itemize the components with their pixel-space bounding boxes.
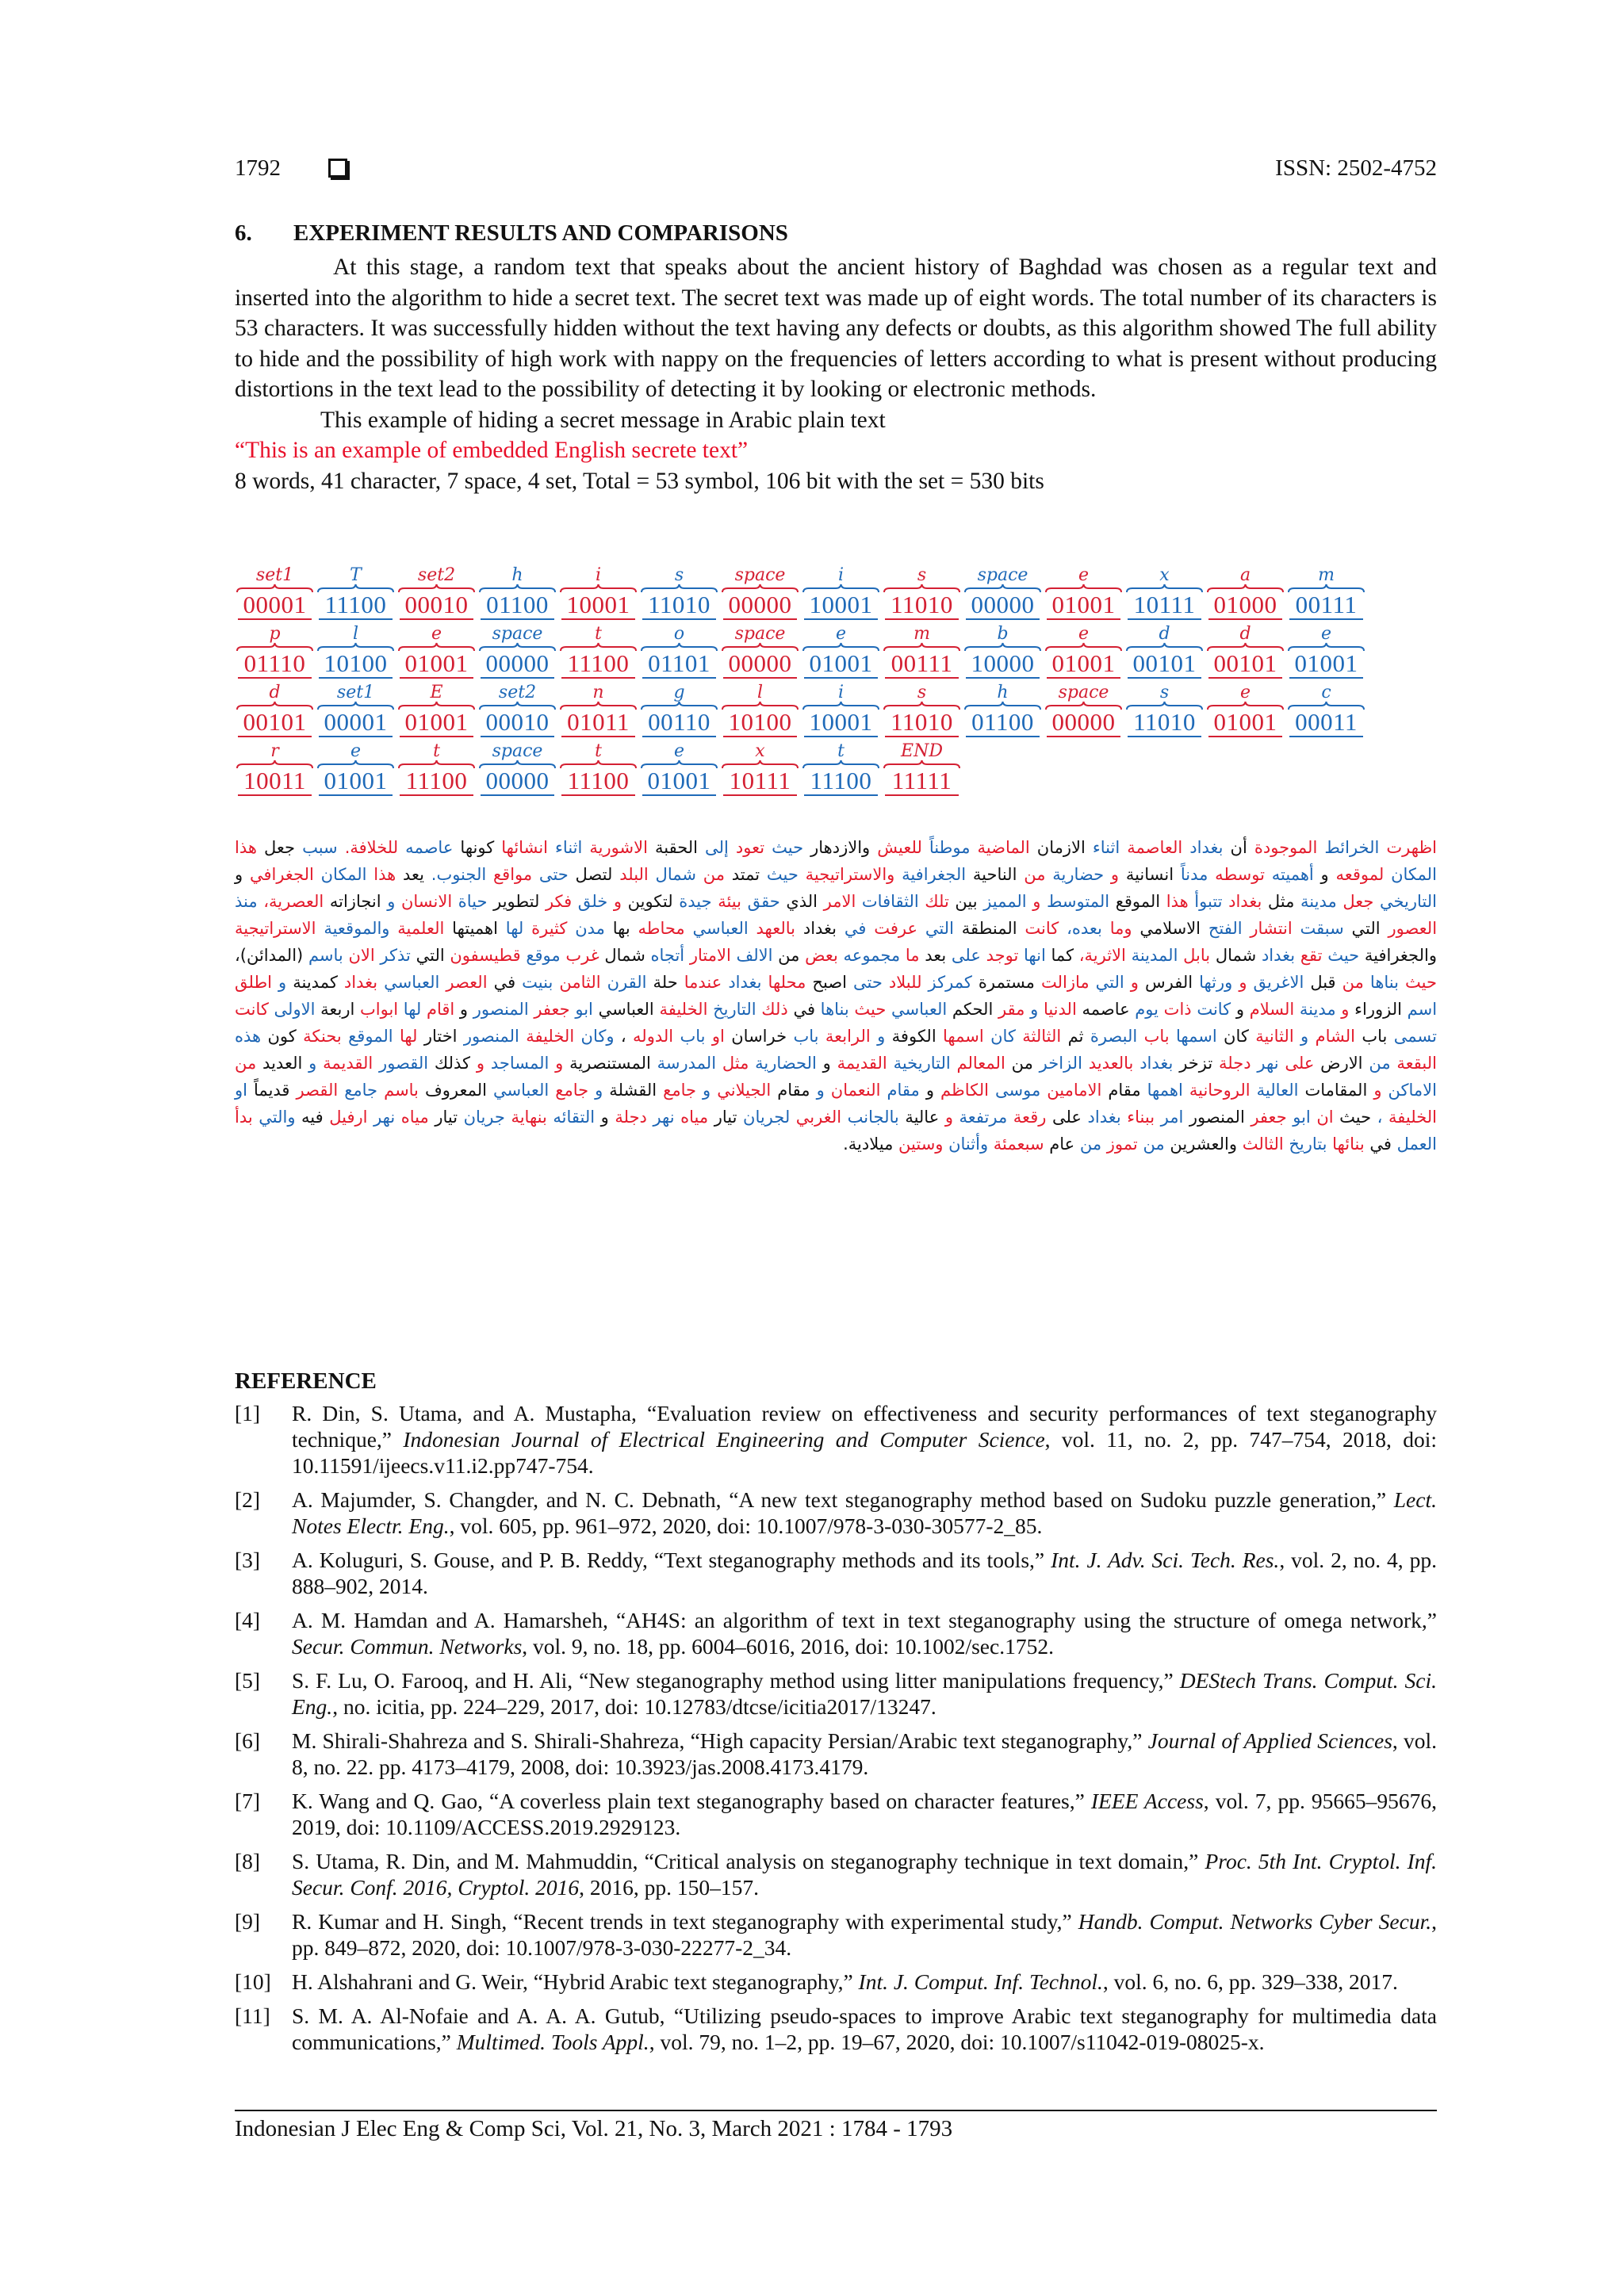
bit-cell-underline bbox=[319, 794, 393, 796]
reference-number: [3] bbox=[235, 1548, 261, 1572]
bit-cell-binary: 01001 bbox=[1051, 591, 1116, 618]
bit-cell-label: t bbox=[433, 741, 440, 761]
reference-authors-title: H. Alshahrani and G. Weir, “Hybrid Arabic text steganography,” bbox=[292, 1969, 859, 1994]
bit-cell-binary: 01000 bbox=[1213, 591, 1277, 618]
bit-cell-label: h bbox=[997, 683, 1009, 702]
bit-cell bbox=[639, 625, 719, 683]
reference-authors-title: S. M. A. Al-Nofaie and A. A. A. Gutub, “Utilizing pseudo-spaces to improve Arabic text steganography for multimedia data communications,” bbox=[292, 2003, 1437, 2054]
bit-cell bbox=[1044, 566, 1124, 625]
reference-details: , vol. 9, no. 18, pp. 6004–6016, 2016, doi: 10.1002/sec.1752. bbox=[522, 1634, 1054, 1659]
bit-cell-underline bbox=[1128, 618, 1201, 620]
bit-cell-binary: 00000 bbox=[728, 649, 792, 677]
bit-cell-binary: 00001 bbox=[243, 591, 307, 618]
bit-cell-label: e bbox=[835, 624, 847, 644]
reference-details: , vol. 11, no. 2, pp. 747–754, 2018, doi: 10.11591/ijeecs.v11.i2.pp747-754. bbox=[292, 1427, 1438, 1478]
bit-row bbox=[235, 566, 1369, 625]
page-number: 1792 bbox=[235, 155, 281, 181]
bit-cell-underline bbox=[723, 618, 797, 620]
bit-cell-underline bbox=[804, 677, 878, 679]
bit-cell-underline bbox=[481, 736, 554, 737]
bit-cell-binary: 11010 bbox=[891, 591, 953, 618]
bit-cell bbox=[720, 625, 800, 683]
bit-cell-label: space bbox=[734, 565, 786, 585]
reference-number: [9] bbox=[235, 1909, 261, 1934]
example-stats: 8 words, 41 character, 7 space, 4 set, Total = 53 symbol, 106 bit with the set = 530 bits bbox=[235, 468, 1044, 494]
bit-cell-binary: 01001 bbox=[324, 767, 388, 794]
bit-cell-label: n bbox=[592, 683, 604, 702]
bit-cell-label: set2 bbox=[498, 683, 537, 702]
bit-cell-label: r bbox=[270, 741, 279, 761]
bit-cell-binary: 00000 bbox=[485, 649, 550, 677]
bit-cell-binary: 00000 bbox=[728, 591, 792, 618]
bit-cell bbox=[477, 742, 557, 801]
example-quote: “This is an example of embedded English secrete text” bbox=[235, 438, 749, 463]
bit-cell-label: set2 bbox=[417, 565, 456, 585]
bit-cell-label: m bbox=[1318, 565, 1335, 585]
reference-authors-title: S. Utama, R. Din, and M. Mahmuddin, “Critical analysis on steganography technique in text domain,” bbox=[292, 1849, 1205, 1873]
bit-cell-binary: 01001 bbox=[647, 767, 711, 794]
reference-venue: Proc. 5th Int. Cryptol. Inf. Secur. Conf. 2016, Cryptol. 2016 bbox=[292, 1849, 1437, 1900]
bit-cell bbox=[477, 625, 557, 683]
bit-cell bbox=[1286, 683, 1366, 742]
bit-cell-binary: 00000 bbox=[485, 767, 550, 794]
bit-cell-underline bbox=[723, 677, 797, 679]
bit-cell-underline bbox=[481, 618, 554, 620]
bit-cell-underline bbox=[885, 794, 959, 796]
reference-item bbox=[235, 1848, 1437, 1900]
bit-cell-label: e bbox=[1078, 565, 1090, 585]
bit-cell-underline bbox=[1289, 618, 1363, 620]
page-footer: Indonesian J Elec Eng & Comp Sci, Vol. 21, No. 3, March 2021 : 1784 - 1793 bbox=[235, 2116, 953, 2141]
section-heading bbox=[235, 220, 788, 247]
bit-cell-underline bbox=[885, 618, 959, 620]
bit-cell bbox=[235, 625, 315, 683]
bit-cell-underline bbox=[1208, 618, 1282, 620]
bit-cell-label: l bbox=[756, 683, 764, 702]
bit-cell-underline bbox=[804, 618, 878, 620]
bit-cell-binary: 10100 bbox=[324, 649, 388, 677]
bit-cell-label: i bbox=[595, 565, 602, 585]
bit-cell bbox=[1205, 566, 1285, 625]
bit-cell-binary: 10111 bbox=[729, 767, 791, 794]
bit-cell bbox=[558, 566, 638, 625]
bit-cell-binary: 01110 bbox=[243, 649, 306, 677]
reference-authors-title: A. M. Hamdan and A. Hamarsheh, “AH4S: an algorithm of text in text steganography using the structure of omega network,” bbox=[292, 1608, 1437, 1632]
checkbox-square-icon bbox=[328, 159, 347, 178]
bit-cell-binary: 01001 bbox=[1051, 649, 1116, 677]
bit-cell-underline bbox=[238, 618, 312, 620]
bit-cell-label: set1 bbox=[255, 565, 294, 585]
references-heading: REFERENCE bbox=[235, 1368, 377, 1394]
bit-cell-underline bbox=[1208, 677, 1282, 679]
bit-cell-label: space bbox=[492, 624, 543, 644]
bit-cell bbox=[396, 625, 477, 683]
reference-authors-title: R. Kumar and H. Singh, “Recent trends in text steganography with experimental study,” bbox=[292, 1909, 1078, 1934]
bit-cell-label: set1 bbox=[336, 683, 375, 702]
bit-cell-label: space bbox=[1058, 683, 1109, 702]
bit-cell-binary: 11100 bbox=[810, 767, 872, 794]
bit-cell-binary: 11100 bbox=[567, 767, 630, 794]
bit-cell-label: s bbox=[917, 683, 927, 702]
bit-cell-binary: 01001 bbox=[1294, 649, 1358, 677]
bit-cell-underline bbox=[400, 736, 473, 737]
section-title: EXPERIMENT RESULTS AND COMPARISONS bbox=[293, 220, 788, 246]
reference-number: [6] bbox=[235, 1728, 261, 1753]
bit-cell-binary: 00101 bbox=[1213, 649, 1277, 677]
bit-cell-binary: 10111 bbox=[1133, 591, 1196, 618]
bit-cell-label: space bbox=[492, 741, 543, 761]
bit-cell bbox=[235, 566, 315, 625]
bit-cell-underline bbox=[723, 794, 797, 796]
bit-cell-binary: 00110 bbox=[648, 708, 710, 736]
bit-cell bbox=[720, 683, 800, 742]
reference-authors-title: A. Majumder, S. Changder, and N. C. Debnath, “A new text steganography method based on Sudoku puzzle generation,” bbox=[292, 1487, 1394, 1512]
bit-cell-binary: 11100 bbox=[324, 591, 387, 618]
bit-row bbox=[235, 742, 1369, 801]
bit-cell-binary: 01100 bbox=[971, 708, 1034, 736]
reference-item bbox=[235, 1667, 1437, 1720]
bit-cell-label: o bbox=[673, 624, 685, 644]
bit-cell-underline bbox=[561, 794, 635, 796]
bit-cell-binary: 00000 bbox=[971, 591, 1035, 618]
bit-cell bbox=[1205, 625, 1285, 683]
reference-number: [8] bbox=[235, 1849, 261, 1873]
bit-cell-binary: 00000 bbox=[1051, 708, 1116, 736]
bit-cell-binary: 00111 bbox=[891, 649, 953, 677]
bit-cell bbox=[558, 683, 638, 742]
bit-cell bbox=[477, 566, 557, 625]
reference-item bbox=[235, 1400, 1437, 1479]
bit-cell-underline bbox=[238, 794, 312, 796]
bit-cell-underline bbox=[642, 794, 716, 796]
bit-cell-label: t bbox=[595, 624, 602, 644]
bit-cell-label: e bbox=[350, 741, 362, 761]
reference-item bbox=[235, 1547, 1437, 1599]
reference-venue: Int. J. Comput. Inf. Technol. bbox=[858, 1969, 1103, 1994]
bit-cell bbox=[1286, 625, 1366, 683]
bit-cell bbox=[316, 566, 396, 625]
bit-cell bbox=[720, 566, 800, 625]
section-number: 6. bbox=[235, 220, 252, 246]
bit-cell-label: i bbox=[837, 683, 845, 702]
bit-cell-binary: 01001 bbox=[404, 708, 469, 736]
bit-cell-underline bbox=[642, 677, 716, 679]
bit-row bbox=[235, 683, 1369, 742]
bit-cell-underline bbox=[885, 677, 959, 679]
reference-venue: Indonesian Journal of Electrical Engineering and Computer Science bbox=[403, 1427, 1045, 1452]
bit-cell-underline bbox=[400, 618, 473, 620]
reference-details: , vol. 2, no. 4, pp. 888–902, 2014. bbox=[292, 1548, 1437, 1598]
bit-cell-underline bbox=[238, 736, 312, 737]
reference-item bbox=[235, 1908, 1437, 1961]
bit-cell bbox=[639, 683, 719, 742]
bit-cell-label: d bbox=[1239, 624, 1251, 644]
bit-cell-label: d bbox=[1159, 624, 1170, 644]
bit-cell bbox=[1286, 566, 1366, 625]
bit-cell-label: s bbox=[917, 565, 927, 585]
bit-cell-underline bbox=[1128, 736, 1201, 737]
bit-cell-label: g bbox=[673, 683, 685, 702]
bit-cell bbox=[1044, 625, 1124, 683]
reference-details: , 2016, pp. 150–157. bbox=[579, 1875, 759, 1900]
bit-encoding-figure bbox=[235, 566, 1369, 801]
bit-cell bbox=[1124, 683, 1205, 742]
reference-details: , vol. 6, no. 6, pp. 329–338, 2017. bbox=[1102, 1969, 1398, 1994]
bit-cell bbox=[801, 742, 881, 801]
bit-cell-underline bbox=[642, 736, 716, 737]
bit-cell bbox=[882, 566, 962, 625]
bit-cell-binary: 10001 bbox=[809, 591, 873, 618]
bit-cell bbox=[316, 625, 396, 683]
bit-cell-label: x bbox=[755, 741, 765, 761]
bit-cell-binary: 01001 bbox=[1213, 708, 1277, 736]
reference-item bbox=[235, 1607, 1437, 1659]
bit-cell bbox=[396, 742, 477, 801]
bit-cell-label: x bbox=[1159, 565, 1170, 585]
bit-cell-binary: 00011 bbox=[1295, 708, 1358, 736]
results-paragraph: At this stage, a random text that speaks about the ancient history of Baghdad was chosen as a regular text and inserted into the algorithm to hide a secret text. The secret text was made up of eight words. The total number of its characters is 53 characters. It was successfully hidden without the text having any defects or doubts, as this algorithm showed The full ability to hide and the possibility of high work with nappy on the frequencies of letters according to what is present without producing distortions in the text lead to the possibility of detecting it by looking or electronic methods. bbox=[235, 254, 1437, 402]
bit-cell-binary: 11010 bbox=[1133, 708, 1196, 736]
bit-cell-binary: 00101 bbox=[1132, 649, 1197, 677]
bit-cell-label: i bbox=[837, 565, 845, 585]
reference-number: [2] bbox=[235, 1487, 261, 1512]
bit-cell-binary: 01101 bbox=[648, 649, 710, 677]
page-header bbox=[235, 155, 1437, 187]
bit-cell-binary: 00001 bbox=[324, 708, 388, 736]
bit-cell-label: space bbox=[734, 624, 786, 644]
reference-item bbox=[235, 1969, 1437, 1995]
bit-cell-underline bbox=[885, 736, 959, 737]
bit-cell-underline bbox=[400, 794, 473, 796]
bit-cell bbox=[639, 566, 719, 625]
bit-cell bbox=[882, 742, 962, 801]
bit-cell-underline bbox=[804, 794, 878, 796]
bit-cell-underline bbox=[319, 677, 393, 679]
bit-cell bbox=[1044, 683, 1124, 742]
bit-cell-underline bbox=[238, 677, 312, 679]
bit-cell-underline bbox=[481, 677, 554, 679]
reference-venue: Handb. Comput. Networks Cyber Secur. bbox=[1078, 1909, 1432, 1934]
bit-cell-label: END bbox=[901, 741, 943, 761]
bit-cell-underline bbox=[1289, 677, 1363, 679]
reference-venue: Journal of Applied Sciences bbox=[1147, 1728, 1392, 1753]
bit-cell bbox=[558, 625, 638, 683]
example-intro: This example of hiding a secret message in Arabic plain text bbox=[320, 407, 886, 433]
bit-cell-binary: 10001 bbox=[809, 708, 873, 736]
bit-cell-label: p bbox=[269, 624, 281, 644]
reference-authors-title: K. Wang and Q. Gao, “A coverless plain text steganography based on character features,” bbox=[292, 1789, 1091, 1813]
bit-cell bbox=[235, 683, 315, 742]
bit-cell bbox=[963, 566, 1043, 625]
bit-cell bbox=[558, 742, 638, 801]
reference-number: [4] bbox=[235, 1608, 261, 1632]
reference-venue: IEEE Access bbox=[1090, 1789, 1204, 1813]
bit-cell bbox=[396, 566, 477, 625]
bit-cell-binary: 01011 bbox=[567, 708, 630, 736]
bit-cell-underline bbox=[1047, 677, 1120, 679]
bit-cell-underline bbox=[319, 618, 393, 620]
bit-cell-label: a bbox=[1239, 565, 1251, 585]
bit-cell bbox=[882, 683, 962, 742]
bit-cell-underline bbox=[966, 618, 1040, 620]
reference-authors-title: M. Shirali-Shahreza and S. Shirali-Shahreza, “High capacity Persian/Arabic text steganography,” bbox=[292, 1728, 1148, 1753]
bit-cell-label: c bbox=[1321, 683, 1331, 702]
reference-number: [11] bbox=[235, 2003, 270, 2028]
bit-cell-label: T bbox=[350, 565, 362, 585]
bit-cell-binary: 11010 bbox=[891, 708, 953, 736]
bit-cell-label: t bbox=[837, 741, 845, 761]
bit-cell-underline bbox=[966, 677, 1040, 679]
reference-venue: Int. J. Adv. Sci. Tech. Res. bbox=[1051, 1548, 1280, 1572]
bit-cell-binary: 01001 bbox=[809, 649, 873, 677]
reference-number: [1] bbox=[235, 1401, 261, 1425]
bit-cell-underline bbox=[1047, 736, 1120, 737]
bit-cell bbox=[235, 742, 315, 801]
reference-item bbox=[235, 1487, 1437, 1539]
reference-number: [5] bbox=[235, 1668, 261, 1693]
bit-cell-label: E bbox=[430, 683, 443, 702]
bit-cell-underline bbox=[966, 736, 1040, 737]
reference-authors-title: S. F. Lu, O. Farooq, and H. Ali, “New steganography method using litter manipulations frequency,” bbox=[292, 1668, 1180, 1693]
bit-cell-label: s bbox=[1159, 683, 1170, 702]
bit-cell bbox=[963, 683, 1043, 742]
bit-cell-underline bbox=[1289, 736, 1363, 737]
bit-cell bbox=[963, 625, 1043, 683]
bit-cell-label: h bbox=[511, 565, 523, 585]
bit-cell-binary: 10100 bbox=[728, 708, 792, 736]
bit-cell bbox=[801, 566, 881, 625]
bit-cell bbox=[882, 625, 962, 683]
body-text bbox=[235, 252, 1437, 496]
bit-cell-binary: 00111 bbox=[1295, 591, 1358, 618]
bit-cell-underline bbox=[319, 736, 393, 737]
bit-cell bbox=[316, 683, 396, 742]
bit-cell-underline bbox=[561, 677, 635, 679]
reference-venue: DEStech Trans. Comput. Sci. Eng. bbox=[292, 1668, 1437, 1719]
bit-cell-binary: 10000 bbox=[971, 649, 1035, 677]
bit-cell-underline bbox=[642, 618, 716, 620]
bit-cell-binary: 01001 bbox=[404, 649, 469, 677]
bit-cell-label: b bbox=[997, 624, 1009, 644]
bit-cell-label: e bbox=[1239, 683, 1251, 702]
references-list bbox=[235, 1400, 1437, 2063]
reference-venue: Secur. Commun. Networks bbox=[292, 1634, 523, 1659]
bit-cell-binary: 00101 bbox=[243, 708, 307, 736]
reference-details: , vol. 605, pp. 961–972, 2020, doi: 10.1007/978-3-030-30577-2_85. bbox=[449, 1513, 1043, 1538]
footer-divider bbox=[235, 2110, 1437, 2111]
reference-details: , no. icitia, pp. 224–229, 2017, doi: 10.12783/dtcse/icitia2017/13247. bbox=[332, 1694, 936, 1719]
reference-details: , vol. 79, no. 1–2, pp. 19–67, 2020, doi: 10.1007/s11042-019-08025-x. bbox=[649, 2030, 1265, 2054]
bit-cell-underline bbox=[804, 736, 878, 737]
bit-cell bbox=[1205, 683, 1285, 742]
issn-label: ISSN: 2502-4752 bbox=[1275, 155, 1437, 181]
bit-cell-underline bbox=[1208, 736, 1282, 737]
bit-cell bbox=[396, 683, 477, 742]
bit-cell-underline bbox=[481, 794, 554, 796]
reference-item bbox=[235, 1788, 1437, 1840]
bit-cell-label: e bbox=[1320, 624, 1332, 644]
reference-authors-title: R. Din, S. Utama, and A. Mustapha, “Evaluation review on effectiveness and security performances of text steganography technique,” bbox=[292, 1401, 1437, 1452]
bit-cell-label: l bbox=[352, 624, 359, 644]
reference-item bbox=[235, 1728, 1437, 1780]
bit-cell-label: t bbox=[595, 741, 602, 761]
bit-cell-underline bbox=[723, 736, 797, 737]
bit-cell-underline bbox=[400, 677, 473, 679]
bit-cell-label: e bbox=[431, 624, 442, 644]
bit-cell-label: e bbox=[673, 741, 685, 761]
bit-cell-underline bbox=[1047, 618, 1120, 620]
arabic-stego-text: اظهرت الخرائط الموجودة أن بغداد العاصمة اثناء الازمان الماضية موطناً للعيش والازدهار حيث تعود إلى الحقبة الاشورية اثناء انشائها كونها عاصمه للخلافة. سبب جعل هذا المكان لموقعه و أهميته توسطه مدناً انسانية و حضارية من الناحية الجغرافية والاستراتيجية حيث تمتد من شمال البلد لتصل حتى مواقع الجنوب. يعد هذا المكان الجغرافي و التاريخي جعل مدينة مثل بغداد تتبوأ هذا الموقع المتوسط و المميز بين تلك الثقافات الامر الذي حقق بيئة جيدة لتكوين و خلق فكر لتطوير حياة الانسان و انجازاته العصرية، منذ العصور التي سبقت انتشار الفتح الاسلامي وما بعده، كانت المنطقة التي عرفت في بغداد بالعهد العباسي محاطه بها مدن كثيرة لها اهميتها العلمية والموقعية الاستراتيجية والجغرافية حيث تقع بغداد شمال بابل المدينة الاثرية، كما انها توجد على بعد ما مجموعه بعض من الالف الامتار أتجاه شمال غرب موقع قطيسفون التي تذكر الان باسم (المدائن)، حيث بناها من قبل الاغريق و ورثها الفرس و التي مازالت مستمرة كمركز للبلاد حتى اصبح محلها بغداد عندما حلة القرن الثامن بنيت في العصر العباسي بغداد كمدينة و اطلق اسم الزوراء و مدينة السلام و كانت ذات يوم عاصمه الدنيا و مقر الحكم العباسي حيث بناها في ذلك التاريخ الخليفة العباسي ابو جعفر المنصور و اقام لها ابواب اربعة الاولى كانت تسمى باب الشام و الثانية كان اسمها باب البصرة ثم الثالثة كان اسمها الكوفة و الرابعة باب خراسان او باب الدوله ، وكان الخليفة المنصور اختار لها الموقع بحنكة كون هذه البقعة من الارض على نهر دجلة تزخر بغداد بالعديد الزاخر من المعالم التاريخية القديمة و الحضارية مثل المدرسة المستنصرية و المساجد و كذلك القصور القديمة و العديد من الاماكن و المقامات العالية الروحانية اهمها مقام الامامين موسى الكاظم و مقام النعمان و مقام الجيلاني و جامع القشلة و جامع العباسي المعروف باسم جامع القصر قديماً او الخليفة ، حيث ان ابو جعفر المنصور امر ببناء بغداد على رقعة مرتفعة و عالية بالجانب الغربي لجريان تيار مياه نهر دجلة و التقائه بنهاية جريان تيار مياه نهر ارفيل فيه والتي بدأ العمل في بنائها بتاريخ الثالث والعشرين من تموز من عام سبعمئة وأثنان وستين ميلادية. bbox=[235, 838, 1438, 1154]
bit-cell-underline bbox=[561, 736, 635, 737]
bit-cell-binary: 10001 bbox=[566, 591, 630, 618]
bit-row bbox=[235, 625, 1369, 683]
bit-cell-binary: 11100 bbox=[567, 649, 630, 677]
reference-details: , vol. 8, no. 22. pp. 4173–4179, 2008, doi: 10.3923/jas.2008.4173.4179. bbox=[292, 1728, 1437, 1779]
bit-cell-binary: 11111 bbox=[891, 767, 952, 794]
reference-venue: Lect. Notes Electr. Eng. bbox=[292, 1487, 1437, 1538]
bit-cell-binary: 11010 bbox=[648, 591, 710, 618]
bit-cell-binary: 10011 bbox=[243, 767, 306, 794]
reference-number: [7] bbox=[235, 1789, 261, 1813]
bit-cell-underline bbox=[1128, 677, 1201, 679]
reference-number: [10] bbox=[235, 1969, 271, 1994]
bit-cell-binary: 00010 bbox=[485, 708, 550, 736]
reference-details: , pp. 849–872, 2020, doi: 10.1007/978-3-030-22277-2_34. bbox=[292, 1909, 1437, 1960]
bit-cell bbox=[720, 742, 800, 801]
bit-cell-label: m bbox=[914, 624, 930, 644]
bit-cell bbox=[316, 742, 396, 801]
bit-cell-binary: 01100 bbox=[486, 591, 549, 618]
bit-cell bbox=[639, 742, 719, 801]
bit-cell bbox=[801, 625, 881, 683]
reference-authors-title: A. Koluguri, S. Gouse, and P. B. Reddy, “Text steganography methods and its tools,” bbox=[292, 1548, 1051, 1572]
bit-cell-underline bbox=[561, 618, 635, 620]
reference-venue: Multimed. Tools Appl. bbox=[456, 2030, 649, 2054]
bit-cell-label: e bbox=[1078, 624, 1090, 644]
bit-cell bbox=[1124, 625, 1205, 683]
bit-cell-binary: 11100 bbox=[405, 767, 468, 794]
bit-cell bbox=[477, 683, 557, 742]
bit-cell-binary: 00010 bbox=[404, 591, 469, 618]
reference-item bbox=[235, 2003, 1437, 2055]
bit-cell-label: s bbox=[674, 565, 684, 585]
bit-cell-label: space bbox=[977, 565, 1028, 585]
bit-cell-label: d bbox=[269, 683, 281, 702]
reference-details: , vol. 7, pp. 95665–95676, 2019, doi: 10.1109/ACCESS.2019.2929123. bbox=[292, 1789, 1437, 1839]
bit-cell bbox=[801, 683, 881, 742]
bit-cell bbox=[1124, 566, 1205, 625]
